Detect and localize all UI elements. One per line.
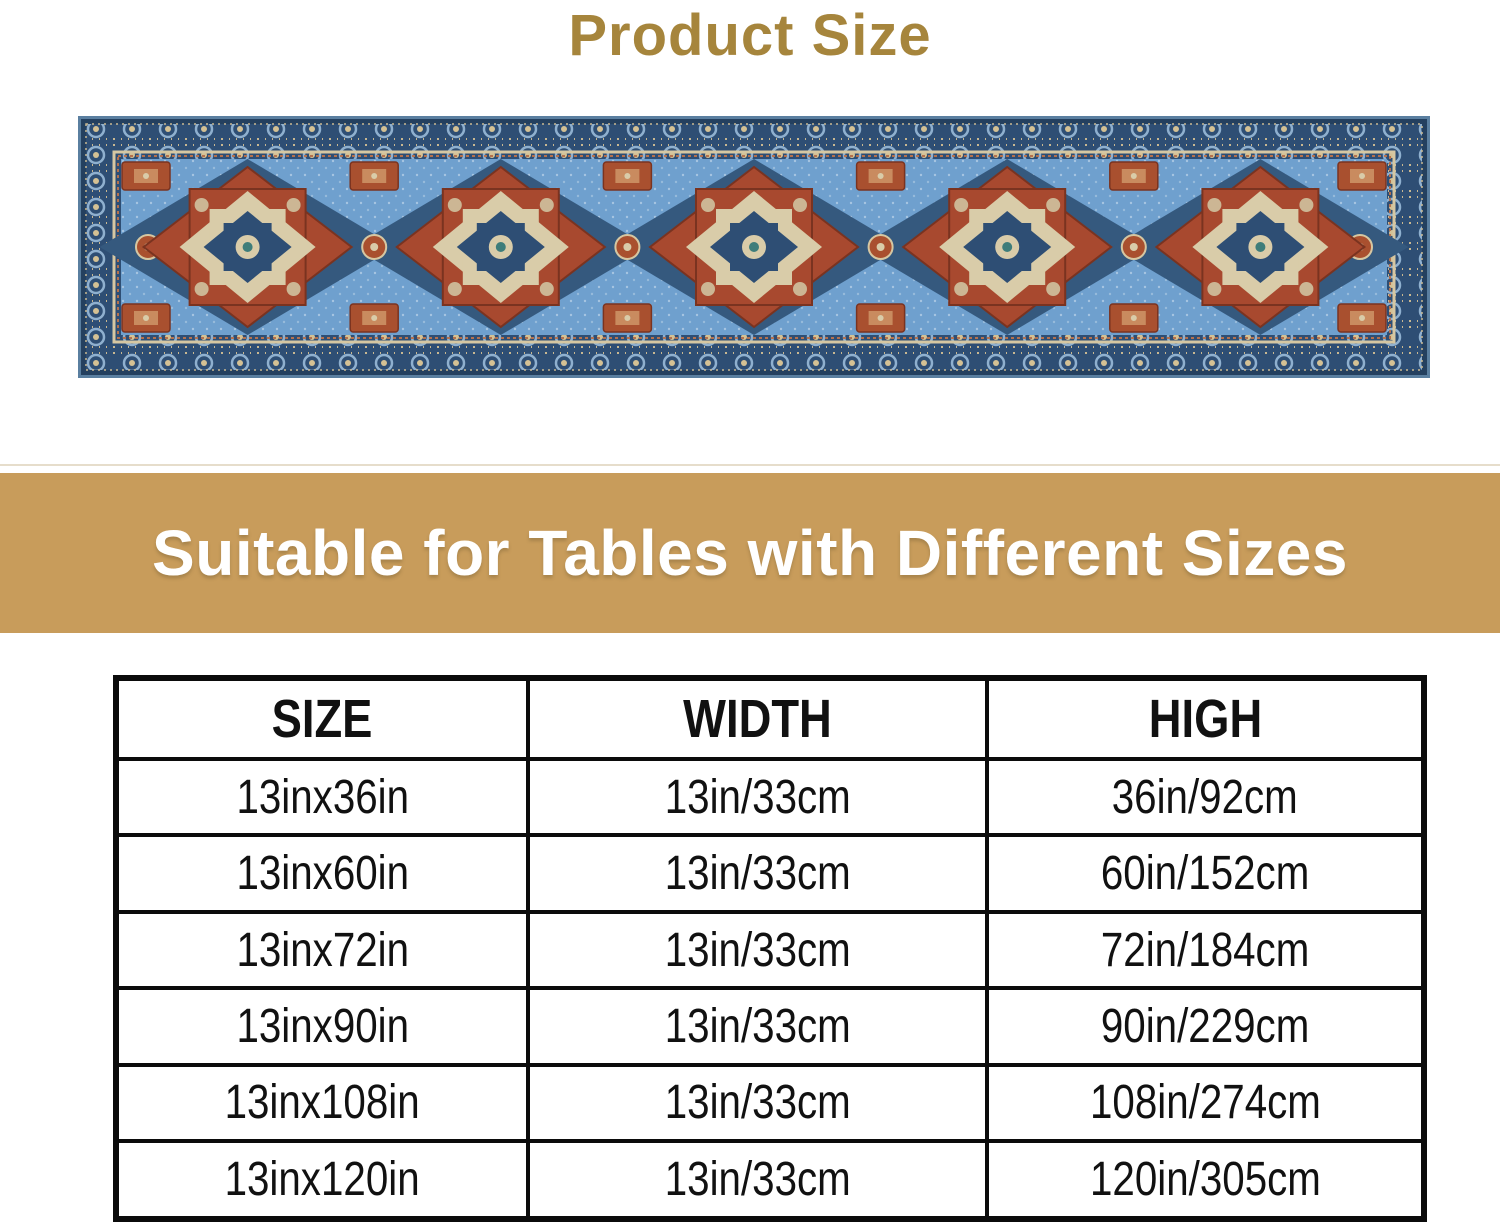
- cell-high: 72in/184cm: [987, 912, 1424, 988]
- size-table-header-row: [116, 678, 1424, 759]
- header-size: SIZE: [116, 678, 528, 759]
- table-row: [116, 759, 1424, 835]
- cell-width: 13in/33cm: [528, 835, 987, 911]
- header-high: HIGH: [987, 678, 1424, 759]
- banner-top-divider: [0, 464, 1500, 466]
- cell-width: 13in/33cm: [528, 912, 987, 988]
- cell-size: 13inx72in: [116, 912, 528, 988]
- banner-title: Suitable for Tables with Different Sizes: [152, 517, 1348, 589]
- cell-width: 13in/33cm: [528, 988, 987, 1064]
- cell-width: 13in/33cm: [528, 1141, 987, 1219]
- cell-high: 36in/92cm: [987, 759, 1424, 835]
- banner: [0, 473, 1500, 633]
- cell-size: 13inx90in: [116, 988, 528, 1064]
- cell-size: 13inx36in: [116, 759, 528, 835]
- header-width: WIDTH: [528, 678, 987, 759]
- cell-size: 13inx60in: [116, 835, 528, 911]
- size-table: [113, 675, 1427, 1222]
- cell-size: 13inx120in: [116, 1141, 528, 1219]
- cell-high: 108in/274cm: [987, 1065, 1424, 1141]
- cell-high: 60in/152cm: [987, 835, 1424, 911]
- product-image: [78, 116, 1430, 378]
- cell-size: 13inx108in: [116, 1065, 528, 1141]
- table-row: [116, 1065, 1424, 1141]
- table-row: [116, 835, 1424, 911]
- cell-width: 13in/33cm: [528, 1065, 987, 1141]
- table-row: [116, 988, 1424, 1064]
- table-row: [116, 1141, 1424, 1219]
- table-runner-rug-image: [78, 116, 1430, 378]
- cell-high: 120in/305cm: [987, 1141, 1424, 1219]
- page-title: Product Size: [568, 3, 932, 68]
- table-row: [116, 912, 1424, 988]
- cell-width: 13in/33cm: [528, 759, 987, 835]
- cell-high: 90in/229cm: [987, 988, 1424, 1064]
